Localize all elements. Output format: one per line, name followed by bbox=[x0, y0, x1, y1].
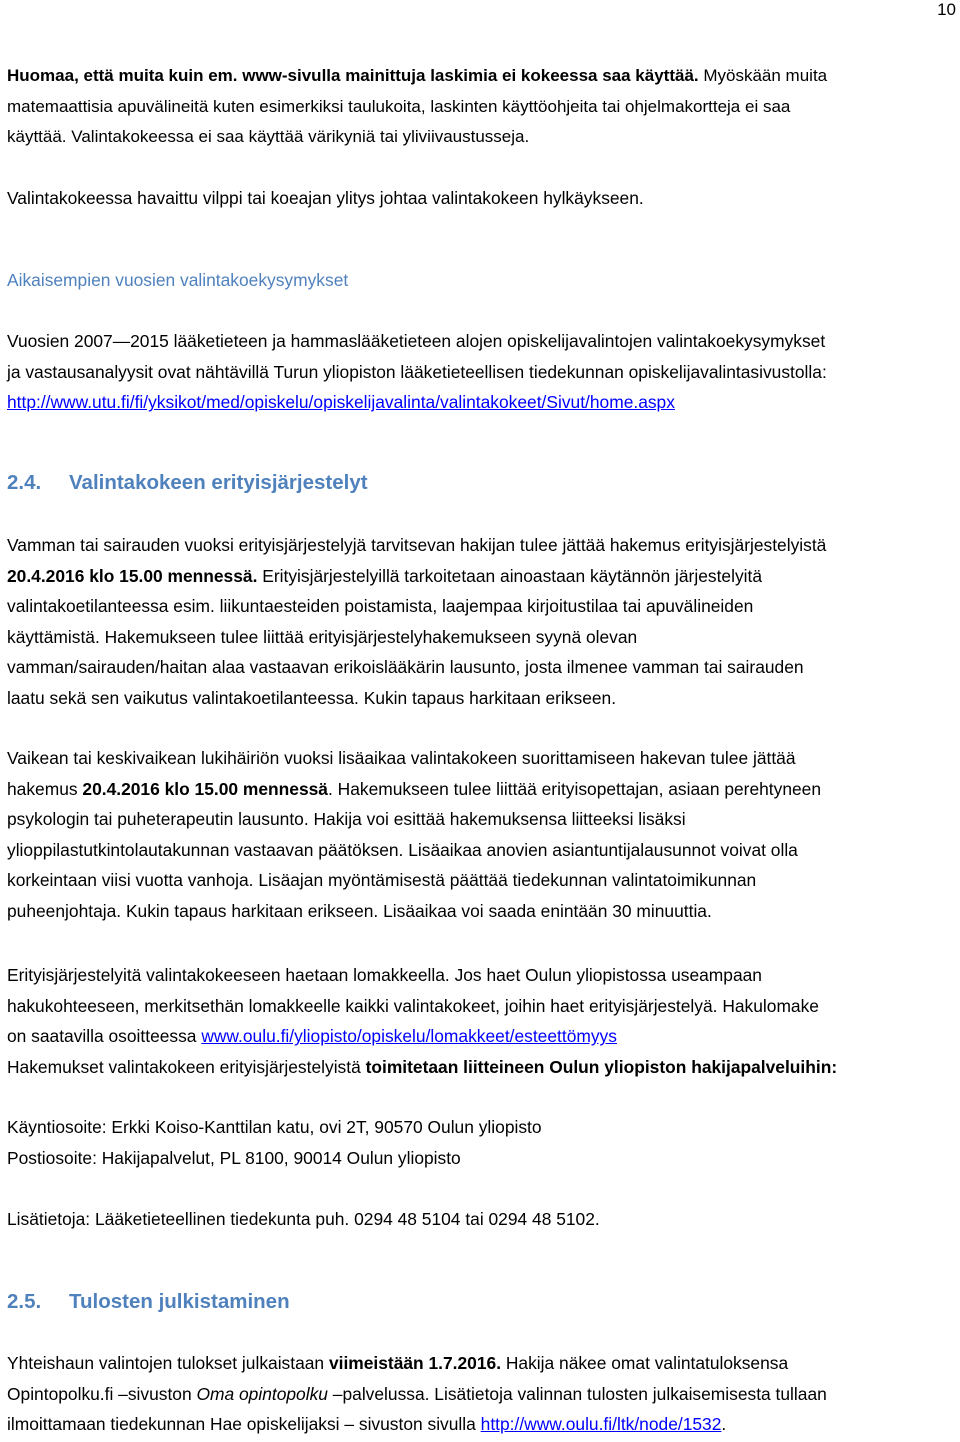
section-2-5-heading bbox=[7, 1289, 290, 1315]
previous-questions-heading: Aikaisempien vuosien valintakoekysymykset bbox=[7, 270, 349, 290]
page-number: 10 bbox=[937, 0, 956, 19]
oulu-form-link[interactable]: www.oulu.fi/yliopisto/opiskelu/lomakkeet/esteettömyys bbox=[201, 1026, 617, 1047]
oma-opintopolku-italic: Oma opintopolku bbox=[196, 1383, 328, 1404]
deadline-bold: 20.4.2016 klo 15.00 mennessä. bbox=[7, 565, 258, 586]
results-paragraph: Yhteishaun valintojen tulokset julkaistaan viimeistään 1.7.2016. Hakija näkee omat valintatuloksensa Opintopolku.fi –sivuston Oma opintopolku –palvelussa. Lisätietoja valinnan tulosten julkaisemisesta tullaan ilmoittamaan tiedekunnan Hae opiskelijaksi – sivuston sivulla http://www.oulu.fi/ltk/node/1532. bbox=[7, 1353, 827, 1435]
section-2-5-title: Tulosten julkistaminen bbox=[69, 1290, 290, 1313]
address-block bbox=[7, 1112, 957, 1173]
calculator-rules-paragraph: Huomaa, että muita kuin em. www-sivulla mainittuja laskimia ei kokeessa saa käyttää. Myöskään muita matemaattisia apuvälineitä kuten esimerkiksi taulukoita, laskinten käyttöohjeita tai ohjelmakortteja ei saa käyttää. Valintakokeessa ei saa käyttää värikyniä tai yliviivaustusseja. bbox=[7, 66, 828, 147]
section-2-4-heading bbox=[7, 470, 368, 496]
contact-info: Lisätietoja: Lääketieteellinen tiedekunta puh. 0294 48 5104 tai 0294 48 5102. bbox=[7, 1209, 600, 1229]
dyslexia-paragraph: Vaikean tai keskivaikean lukihäiriön vuoksi lisäaikaa valintakokeen suorittamiseen hakevan tulee jättää hakemus 20.4.2016 klo 15.00 mennessä. Hakemukseen tulee liittää erityisopettajan, asiaan perehtyneen psykologin tai puheterapeutin lausunto. Hakija voi esittää hakemuksensa liitteeksi lisäksi ylioppilastutkintolautakunnan vastaavan päätöksen. Lisäaikaa anovien asiantuntijalausunnot voivat olla korkeintaan viisi vuotta vanhoja. Lisäajan myöntämisestä päättää tiedekunnan valintatoimikunnan puheenjohtaja. Kukin tapaus harkitaan erikseen. Lisäaikaa voi saada enintään 30 minuuttia. bbox=[7, 748, 822, 921]
cheating-notice: Valintakokeessa havaittu vilppi tai koeajan ylitys johtaa valintakokeen hylkäykseen. bbox=[7, 188, 644, 208]
post-address: Postiosoite: Hakijapalvelut, PL 8100, 90014 Oulun yliopisto bbox=[7, 1147, 461, 1168]
section-2-4-number: 2.4. bbox=[7, 471, 42, 494]
visit-address: Käyntiosoite: Erkki Koiso-Kanttilan katu, ovi 2T, 90570 Oulun yliopisto bbox=[7, 1117, 542, 1137]
deadline-bold: 20.4.2016 klo 15.00 mennessä bbox=[82, 778, 328, 799]
section-2-4-title: Valintakokeen erityisjärjestelyt bbox=[69, 471, 368, 494]
application-form-paragraph: Erityisjärjestelyitä valintakokeeseen haetaan lomakkeella. Jos haet Oulun yliopistossa useampaan hakukohteeseen, merkitsethän lomakkeelle kaikki valintakokeet, joihin haet erityisjärjestelyä. Hakulomake on saatavilla osoitteessa www.oulu.fi/yliopisto/opiskelu/lomakkeet/esteettömyys Hakemukset valintakokeen erityisjärjestelyistä toimitetaan liitteineen Oulun yliopiston hakijapalveluihin: bbox=[7, 965, 838, 1077]
previous-questions-paragraph: Vuosien 2007—2015 lääketieteen ja hammaslääketieteen alojen opiskelijavalintojen valintakoekysymykset ja vastausanalyysit ovat nähtävillä Turun yliopiston lääketieteellisen tiedekunnan opiskelijavalintasivustolla: http://www.utu.fi/fi/yksikot/med/opiskelu/opiskelijavalinta/valintakokeet/Sivut/home.aspx bbox=[7, 331, 827, 413]
results-deadline-bold: viimeistään 1.7.2016. bbox=[328, 1353, 502, 1373]
oulu-ltk-link[interactable]: http://www.oulu.fi/ltk/node/1532 bbox=[480, 1414, 722, 1435]
section-2-5-number: 2.5. bbox=[7, 1290, 42, 1313]
special-arrangements-paragraph: Vamman tai sairauden vuoksi erityisjärjestelyjä tarvitsevan hakijan tulee jättää hakemus erityisjärjestelyistä 20.4.2016 klo 15.00 mennessä. Erityisjärjestelyillä tarkoitetaan ainoastaan käytännön järjestelyitä valintakoetilanteessa esim. liikuntaesteiden poistamista, laajempaa kirjoitustilaa tai apuvälineiden käyttämistä. Hakemukseen tulee liittää erityisjärjestelyhakemukseen syynä olevan vamman/sairauden/haitan alaa vastaavan erikoislääkärin lausunto, josta ilmenee vamman tai sairauden laatu sekä sen vaikutus valintakoetilanteessa. Kukin tapaus harkitaan erikseen. bbox=[7, 535, 827, 708]
calculator-rules-bold: Huomaa, että muita kuin em. www-sivulla mainittuja laskimia ei kokeessa saa käyttää. bbox=[7, 66, 699, 85]
utu-link[interactable]: http://www.utu.fi/fi/yksikot/med/opiskelu/opiskelijavalinta/valintakokeet/Sivut/home.aspx bbox=[7, 392, 675, 413]
submission-bold: toimitetaan liitteineen Oulun yliopiston hakijapalveluihin: bbox=[365, 1056, 838, 1077]
